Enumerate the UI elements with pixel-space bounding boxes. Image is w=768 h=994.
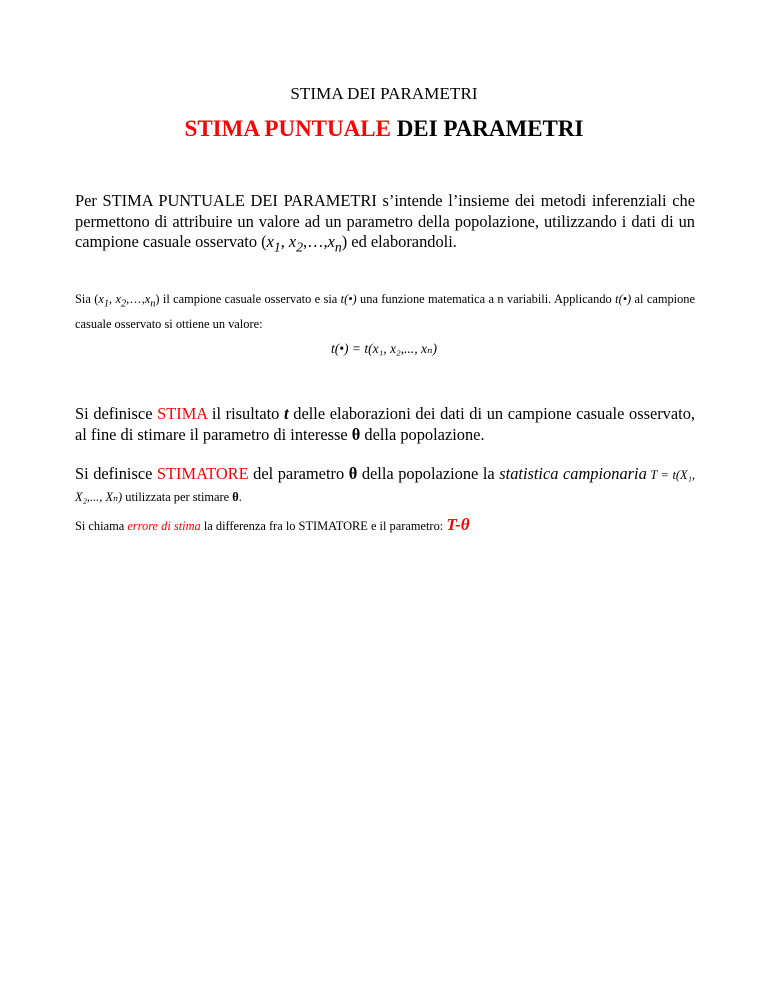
sub-2: 2 [296, 239, 304, 255]
sub-2: 2 [120, 298, 127, 310]
p4-c: della popolazione la [357, 464, 500, 483]
term-stima: STIMA [157, 404, 208, 423]
sep: , [280, 232, 289, 251]
p1-text: Per STIMA PUNTUALE DEI PARAMETRI s’intende l’insieme dei metodi inferenziali che permettono di attribuire un valore ad un parametro della popolazione, utilizzando i dati di un campione casuale osservato ( [75, 191, 695, 251]
p2-b: ) il campione casuale osservato e sia [155, 292, 341, 306]
sub-n: n [334, 239, 342, 255]
term-errore: errore di stima [127, 519, 201, 533]
var-x2: x [288, 232, 297, 251]
heading-highlight: STIMA PUNTUALE [184, 116, 391, 141]
dots: ,…, [126, 292, 145, 306]
p2-d: al campione casuale osservato si ottiene un valore: [75, 292, 696, 332]
p3-b: il risultato [207, 404, 285, 423]
p3-c: delle elaborazioni dei dati di un campione casuale osservato, al fine di stimare il parametro di interesse [75, 404, 696, 444]
sep: , [109, 292, 116, 306]
p4-b: del parametro [248, 464, 349, 483]
dots: ,…, [303, 232, 328, 251]
var-xn: x [327, 232, 335, 251]
p4-e: . [238, 489, 242, 504]
stima-paragraph [75, 404, 695, 445]
error-expression: T-θ [446, 515, 470, 534]
page-title: STIMA DEI PARAMETRI [290, 84, 478, 103]
var-xn: x [144, 292, 151, 306]
p5-b: la differenza fra lo STIMATORE e il parametro: [200, 519, 447, 533]
theta-symbol: θ [232, 489, 239, 504]
theta-symbol: θ [351, 424, 361, 444]
p2-c: una funzione matematica a n variabili. Applicando [356, 292, 616, 306]
sample-paragraph [75, 289, 695, 335]
section-heading [0, 116, 768, 142]
var-x1: x [98, 292, 104, 306]
definition-paragraph [75, 191, 695, 258]
var-t: t [284, 404, 289, 423]
p2-a: Sia ( [75, 292, 99, 306]
theta-symbol: θ [348, 464, 358, 483]
estimator-formula: T = t(X₁, X₂,..., Xₙ) [75, 468, 695, 504]
term-stimatore: STIMATORE [156, 464, 249, 483]
sub-1: 1 [273, 239, 281, 255]
p5-a: Si chiama [75, 519, 128, 533]
error-paragraph [75, 515, 715, 536]
stimatore-paragraph [75, 464, 695, 507]
sub-1: 1 [103, 298, 109, 310]
var-x2: x [115, 292, 121, 306]
heading-rest: DEI PARAMETRI [390, 116, 584, 141]
sub-n: n [150, 298, 156, 310]
p3-a: Si definisce [75, 404, 158, 423]
function-t: t(•) [340, 292, 357, 306]
var-x1: x [266, 232, 274, 251]
p4-a: Si definisce [75, 464, 157, 483]
p1-end: ) ed elaborandoli. [341, 232, 457, 251]
term-statistica: statistica campionaria [499, 464, 647, 483]
function-t: t(•) [615, 292, 632, 306]
formula: t(•) = t(x₁, x₂,..., xₙ) [331, 341, 437, 356]
p3-d: della popolazione. [360, 424, 485, 444]
p4-d: utilizzata per stimare [125, 489, 233, 504]
